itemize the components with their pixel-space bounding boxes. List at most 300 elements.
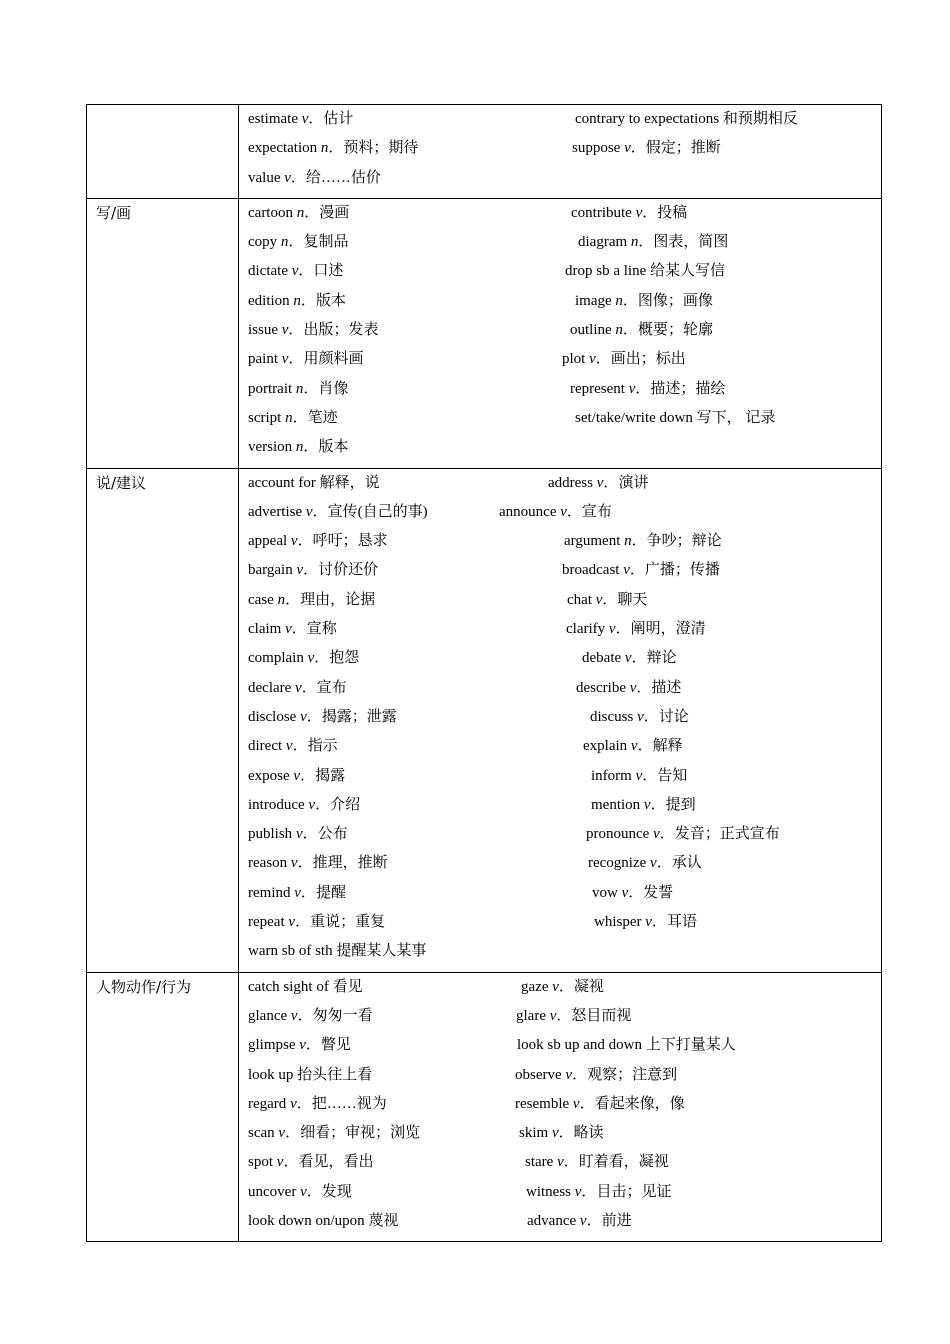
vocab-meaning: 投稿	[657, 204, 688, 221]
vocab-line	[248, 166, 881, 195]
category-label: 说/建议	[96, 473, 147, 492]
vocab-meaning: 怒目而视	[571, 1007, 632, 1024]
category-cell	[87, 972, 239, 1242]
vocab-word: cartoon	[248, 204, 293, 221]
vocab-line	[248, 529, 881, 558]
vocab-entry-left: expose v．揭露	[248, 767, 346, 784]
vocab-entry-right: suppose v．假定；推断	[572, 140, 721, 157]
vocab-meaning: 宣布	[316, 679, 347, 696]
part-of-speech: v	[574, 1183, 582, 1200]
vocab-meaning: 描述	[651, 679, 682, 696]
vocab-entry-right: skim v．略读	[519, 1125, 604, 1142]
vocab-line	[248, 939, 881, 968]
vocab-word: introduce	[248, 796, 305, 813]
part-of-speech: v	[624, 650, 632, 667]
vocab-entry-right: announce v．宣布	[499, 503, 612, 520]
vocab-line	[248, 822, 881, 851]
part-of-speech: v	[300, 708, 307, 725]
part-of-speech: v	[294, 884, 301, 901]
vocab-line	[248, 705, 881, 734]
part-of-speech: v	[300, 1183, 307, 1200]
vocab-word: copy	[248, 234, 278, 251]
vocab-word: announce	[499, 503, 557, 520]
vocab-meaning: 上下打量某人	[645, 1037, 736, 1054]
vocab-line	[248, 136, 881, 165]
vocab-word: clarify	[566, 621, 606, 638]
part-of-speech: v	[579, 1212, 587, 1229]
vocab-word: outline	[570, 322, 612, 339]
vocab-word: publish	[248, 826, 293, 843]
part-of-speech: v	[595, 591, 603, 608]
vocab-entry-right: explain v．解释	[583, 738, 683, 755]
vocab-word: expose	[248, 767, 290, 784]
vocab-entry-left	[248, 975, 363, 999]
category-cell	[87, 105, 239, 199]
vocab-meaning: 看起来像，像	[594, 1095, 685, 1112]
vocab-word: declare	[248, 679, 292, 696]
vocab-meaning: 解释	[652, 738, 683, 755]
vocab-word: edition	[248, 292, 290, 309]
vocab-meaning: 看见	[332, 978, 363, 995]
vocab-word: script	[248, 409, 282, 426]
vocab-line	[248, 318, 881, 347]
vocab-line	[248, 1150, 881, 1179]
vocab-entry-left: complain v．抱怨	[248, 650, 360, 667]
vocab-line	[248, 1004, 881, 1033]
vocab-entry-left: portrait n．肖像	[248, 380, 349, 397]
part-of-speech: v	[653, 826, 660, 843]
vocab-meaning: 宣传(自己的事)	[327, 503, 428, 520]
vocab-word: pronounce	[586, 826, 650, 843]
vocab-meaning: 揭露	[315, 767, 346, 784]
vocab-meaning: 抬头往上看	[297, 1066, 373, 1083]
vocab-line	[248, 201, 881, 230]
vocab-entry-left: estimate v．估计	[248, 111, 354, 127]
vocab-word: debate	[582, 650, 622, 667]
part-of-speech: n	[295, 439, 304, 456]
part-of-speech: v	[560, 503, 567, 520]
vocab-meaning: 耳语	[666, 914, 697, 931]
vocab-word: disclose	[248, 708, 297, 725]
vocab-meaning: 提到	[665, 796, 696, 813]
vocab-entry-right: inform v．告知	[591, 767, 688, 784]
vocab-line	[248, 617, 881, 646]
vocab-word: advance	[527, 1212, 577, 1229]
vocab-entry-right: diagram n．图表，简图	[578, 234, 729, 251]
vocab-entry-left: regard v．把……视为	[248, 1095, 387, 1112]
part-of-speech: v	[635, 204, 643, 221]
part-of-speech: v	[630, 738, 638, 755]
vocab-word: vow	[592, 884, 618, 901]
vocab-word: whisper	[594, 914, 642, 931]
part-of-speech: v	[290, 1007, 298, 1024]
vocab-word: regard	[248, 1095, 287, 1112]
vocab-line	[248, 558, 881, 587]
vocab-word: discuss	[590, 708, 634, 725]
vocab-word: remind	[248, 884, 291, 901]
part-of-speech: v	[299, 1037, 306, 1054]
vocab-word: look sb up and down	[517, 1037, 642, 1054]
vocab-entry-left	[248, 939, 426, 963]
category-row	[87, 198, 882, 468]
part-of-speech: v	[645, 914, 652, 931]
vocab-word: warn sb of sth	[248, 943, 333, 960]
vocab-entry-right: discuss v．讨论	[590, 708, 689, 725]
vocab-meaning: 承认	[671, 855, 702, 872]
part-of-speech: v	[557, 1154, 564, 1171]
part-of-speech: v	[307, 650, 315, 667]
vocab-entry-right: resemble v．看起来像，像	[515, 1095, 685, 1112]
vocab-entry-right	[575, 406, 775, 430]
vocab-word: expectation	[248, 140, 318, 157]
part-of-speech: v	[629, 679, 637, 696]
vocab-word: dictate	[248, 263, 288, 280]
vocab-line	[248, 676, 881, 705]
vocab-line	[248, 1092, 881, 1121]
vocab-meaning: 广播；传播	[644, 562, 720, 579]
part-of-speech: v	[295, 679, 302, 696]
vocab-word: chat	[567, 591, 592, 608]
part-of-speech: v	[290, 1095, 297, 1112]
vocab-line	[248, 406, 881, 435]
part-of-speech: v	[621, 884, 629, 901]
vocab-entry-right: argument n．争吵；辩论	[564, 533, 722, 550]
vocab-word: uncover	[248, 1183, 297, 1200]
vocab-word: witness	[526, 1183, 571, 1200]
part-of-speech: v	[608, 621, 616, 638]
vocab-word: reason	[248, 855, 288, 872]
vocab-meaning: 假定；推断	[645, 140, 721, 157]
part-of-speech: n	[280, 234, 289, 251]
vocab-meaning: 前进	[601, 1212, 632, 1229]
vocab-meaning: 版本	[315, 292, 346, 309]
part-of-speech: v	[549, 1007, 557, 1024]
vocab-entry-right: pronounce v．发音；正式宣布	[586, 826, 780, 843]
vocab-meaning: 提醒	[315, 884, 346, 901]
vocab-entry-left: case n．理由，论据	[248, 591, 376, 608]
vocab-meaning: 版本	[318, 439, 349, 456]
vocab-meaning: 告知	[657, 767, 688, 784]
part-of-speech: n	[320, 140, 329, 157]
vocab-meaning: 出版；发表	[303, 322, 379, 339]
vocab-entry-left: edition n．版本	[248, 292, 346, 309]
part-of-speech: v	[552, 978, 559, 995]
part-of-speech: n	[615, 322, 623, 339]
vocab-meaning: 给……估价	[305, 169, 381, 186]
vocab-meaning: 公布	[317, 826, 348, 843]
part-of-speech: v	[288, 914, 296, 931]
vocab-entry-right: chat v．聊天	[567, 591, 648, 608]
vocab-word: skim	[519, 1125, 549, 1142]
vocab-entry-right: outline n．概要；轮廓	[570, 322, 713, 339]
vocab-word: look down on/upon	[248, 1212, 365, 1229]
vocab-word: bargain	[248, 562, 293, 579]
vocab-line	[248, 1033, 881, 1062]
vocab-word: stare	[525, 1154, 554, 1171]
vocab-line	[248, 646, 881, 675]
vocab-word: complain	[248, 650, 304, 667]
vocab-line	[248, 377, 881, 406]
vocab-word: drop sb a line	[565, 263, 647, 280]
vocab-line	[248, 764, 881, 793]
vocab-entry-left: direct v．指示	[248, 738, 338, 755]
vocab-entry-left: issue v．出版；发表	[248, 322, 379, 339]
vocab-meaning: 盯着看，凝视	[578, 1154, 669, 1171]
vocab-entry-right: recognize v．承认	[588, 855, 702, 872]
vocab-word: describe	[576, 679, 626, 696]
vocab-entry-left: advertise v．宣传(自己的事)	[248, 503, 428, 520]
vocab-meaning: 演讲	[618, 474, 649, 491]
vocab-meaning: 复制品	[303, 234, 349, 251]
part-of-speech: v	[281, 322, 289, 339]
part-of-speech: v	[278, 1125, 286, 1142]
category-row	[87, 105, 882, 199]
vocab-word: contrary to expectations	[575, 111, 720, 127]
vocab-meaning: 肖像	[318, 380, 349, 397]
vocab-meaning: 口述	[313, 263, 344, 280]
vocab-meaning: 呼吁；恳求	[312, 533, 388, 550]
part-of-speech: v	[589, 351, 596, 368]
part-of-speech: v	[628, 380, 636, 397]
vocab-cell	[239, 468, 882, 972]
vocab-word: set/take/write down	[575, 409, 693, 426]
vocab-line	[248, 347, 881, 376]
vocab-word: observe	[515, 1066, 562, 1083]
vocab-meaning: 发誓	[643, 884, 674, 901]
part-of-speech: v	[296, 562, 304, 579]
vocab-entry-left: cartoon n．漫画	[248, 204, 350, 221]
category-row	[87, 468, 882, 972]
part-of-speech: v	[565, 1066, 573, 1083]
vocab-entry-left: reason v．推理，推断	[248, 855, 388, 872]
vocab-entry-left	[248, 471, 380, 495]
vocab-entry-left: dictate v．口述	[248, 263, 344, 280]
vocab-meaning: 瞥见	[320, 1037, 351, 1054]
vocab-entry-right: stare v．盯着看，凝视	[525, 1154, 669, 1171]
part-of-speech: n	[615, 292, 623, 309]
vocab-entry-left: paint v．用颜料画	[248, 351, 364, 368]
vocab-entry-right	[575, 107, 798, 131]
part-of-speech: n	[630, 234, 639, 251]
vocab-word: appeal	[248, 533, 288, 550]
part-of-speech: n	[285, 409, 293, 426]
vocab-word: contribute	[571, 204, 632, 221]
vocab-meaning: 重说；重复	[310, 914, 386, 931]
vocab-entry-left: appeal v．呼吁；恳求	[248, 533, 388, 550]
part-of-speech: v	[290, 855, 298, 872]
vocab-word: catch sight of	[248, 978, 329, 995]
vocab-meaning: 预料；期待	[343, 140, 419, 157]
vocab-entry-right: image n．图像；画像	[575, 292, 713, 309]
vocab-entry-right: plot v．画出；标出	[562, 351, 686, 368]
vocab-word: portrait	[248, 380, 293, 397]
vocab-word: broadcast	[562, 562, 620, 579]
vocab-entry-right	[565, 259, 725, 283]
vocab-entry-left: introduce v．介绍	[248, 796, 361, 813]
vocab-word: plot	[562, 351, 586, 368]
vocab-meaning: 用颜料画	[303, 351, 364, 368]
vocab-entry-left: claim v．宣称	[248, 621, 337, 638]
vocab-line	[248, 588, 881, 617]
vocab-line	[248, 500, 881, 529]
vocab-entry-right: gaze v．凝视	[521, 978, 604, 995]
vocab-meaning: 讨论	[658, 708, 689, 725]
vocab-entry-left: bargain v．讨价还价	[248, 562, 379, 579]
vocab-entry-right: vow v．发誓	[592, 884, 674, 901]
vocab-meaning: 看见，看出	[298, 1154, 374, 1171]
part-of-speech: v	[293, 767, 301, 784]
part-of-speech: v	[637, 708, 644, 725]
vocab-word: address	[548, 474, 593, 491]
vocab-entry-left: version n．版本	[248, 439, 349, 456]
vocab-meaning: 争吵；辩论	[646, 533, 722, 550]
vocab-meaning: 细看；审视；浏览	[300, 1125, 421, 1142]
vocab-word: value	[248, 169, 281, 186]
vocab-meaning: 目击；见证	[596, 1183, 672, 1200]
part-of-speech: n	[624, 533, 632, 550]
vocab-meaning: 概要；轮廓	[637, 322, 713, 339]
vocab-meaning: 和预期相反	[722, 111, 798, 127]
vocab-line	[248, 1121, 881, 1150]
part-of-speech: v	[276, 1154, 284, 1171]
vocab-line	[248, 230, 881, 259]
vocab-word: estimate	[248, 111, 298, 127]
vocab-entry-left: glance v．匆匆一看	[248, 1007, 373, 1024]
vocab-word: claim	[248, 621, 282, 638]
category-label: 写/画	[96, 203, 132, 222]
vocab-meaning: 凝视	[573, 978, 604, 995]
vocab-meaning: 抱怨	[329, 650, 360, 667]
vocab-cell	[239, 198, 882, 468]
vocab-cell	[239, 972, 882, 1242]
vocab-word: represent	[570, 380, 625, 397]
vocab-meaning: 给某人写信	[649, 263, 725, 280]
vocab-entry-left: disclose v．揭露；泄露	[248, 708, 397, 725]
vocab-entry-right: represent v．描述；描绘	[570, 380, 726, 397]
vocab-meaning: 宣称	[306, 621, 337, 638]
part-of-speech: v	[284, 169, 291, 186]
part-of-speech: v	[643, 796, 651, 813]
part-of-speech: v	[290, 533, 298, 550]
vocab-word: suppose	[572, 140, 621, 157]
part-of-speech: n	[277, 591, 286, 608]
vocab-word: glance	[248, 1007, 288, 1024]
vocab-word: version	[248, 439, 293, 456]
part-of-speech: v	[295, 826, 303, 843]
part-of-speech: v	[301, 111, 309, 127]
part-of-speech: v	[596, 474, 604, 491]
part-of-speech: n	[295, 380, 304, 397]
vocab-entry-left: publish v．公布	[248, 826, 348, 843]
vocab-entry-right: broadcast v．广播；传播	[562, 562, 720, 579]
part-of-speech: v	[635, 767, 643, 784]
vocab-line	[248, 881, 881, 910]
vocab-meaning: 发音；正式宣布	[674, 826, 780, 843]
vocab-word: diagram	[578, 234, 628, 251]
vocab-line	[248, 435, 881, 464]
part-of-speech: v	[551, 1125, 559, 1142]
vocab-meaning: 发现	[321, 1183, 352, 1200]
vocab-word: mention	[591, 796, 641, 813]
category-cell	[87, 198, 239, 468]
part-of-speech: v	[624, 140, 631, 157]
vocab-entry-right: mention v．提到	[591, 796, 696, 813]
vocab-word: account for	[248, 474, 316, 491]
vocab-word: scan	[248, 1125, 275, 1142]
vocab-word: look up	[248, 1066, 294, 1083]
vocab-word: advertise	[248, 503, 303, 520]
vocab-meaning: 讨价还价	[318, 562, 379, 579]
vocab-word: repeat	[248, 914, 285, 931]
vocab-meaning: 宣布	[581, 503, 612, 520]
part-of-speech: v	[291, 263, 299, 280]
vocab-word: inform	[591, 767, 632, 784]
vocab-entry-right: contribute v．投稿	[571, 204, 688, 221]
vocab-entry-right: clarify v．阐明，澄清	[566, 621, 706, 638]
part-of-speech: v	[285, 621, 292, 638]
part-of-speech: v	[285, 738, 293, 755]
vocab-entry-right: witness v．目击；见证	[526, 1183, 672, 1200]
vocab-meaning: 略读	[573, 1125, 604, 1142]
vocab-word: explain	[583, 738, 628, 755]
vocab-meaning: 理由，论据	[300, 591, 376, 608]
vocab-meaning: 解释，说	[319, 474, 380, 491]
part-of-speech: v	[650, 855, 657, 872]
vocab-entry-left: scan v．细看；审视；浏览	[248, 1125, 421, 1142]
vocab-meaning: 把……视为	[311, 1095, 387, 1112]
vocab-meaning: 观察；注意到	[587, 1066, 678, 1083]
vocab-meaning: 描述；描绘	[650, 380, 726, 397]
vocab-entry-left: value v．给……估价	[248, 169, 381, 186]
vocab-entry-left	[248, 1209, 398, 1233]
vocab-word: glimpse	[248, 1037, 296, 1054]
vocab-line	[248, 471, 881, 500]
vocab-meaning: 写下， 记录	[696, 409, 776, 426]
vocab-entry-left: copy n．复制品	[248, 234, 349, 251]
part-of-speech: v	[572, 1095, 580, 1112]
vocab-entry-left: repeat v．重说；重复	[248, 914, 386, 931]
vocab-line	[248, 1063, 881, 1092]
vocab-line	[248, 910, 881, 939]
vocab-word: paint	[248, 351, 278, 368]
vocab-meaning: 匆匆一看	[312, 1007, 373, 1024]
part-of-speech: v	[305, 503, 313, 520]
part-of-speech: n	[296, 204, 305, 221]
vocab-entry-left: glimpse v．瞥见	[248, 1037, 351, 1054]
vocab-meaning: 图像；画像	[637, 292, 713, 309]
category-row	[87, 972, 882, 1242]
vocab-meaning: 揭露；泄露	[321, 708, 397, 725]
part-of-speech: n	[293, 292, 301, 309]
vocab-meaning: 阐明，澄清	[630, 621, 706, 638]
vocab-word: issue	[248, 322, 278, 339]
vocab-entry-right	[517, 1033, 736, 1057]
vocab-entry-right: debate v．辩论	[582, 650, 677, 667]
vocab-line	[248, 289, 881, 318]
vocab-line	[248, 851, 881, 880]
vocab-meaning: 漫画	[319, 204, 350, 221]
vocab-word: resemble	[515, 1095, 570, 1112]
part-of-speech: v	[308, 796, 316, 813]
vocab-line	[248, 1180, 881, 1209]
vocab-word: recognize	[588, 855, 647, 872]
vocab-meaning: 指示	[307, 738, 338, 755]
vocab-meaning: 辩论	[646, 650, 677, 667]
vocab-entry-left	[248, 1063, 372, 1087]
vocab-line	[248, 734, 881, 763]
part-of-speech: v	[623, 562, 630, 579]
vocabulary-table-body	[87, 105, 882, 1242]
